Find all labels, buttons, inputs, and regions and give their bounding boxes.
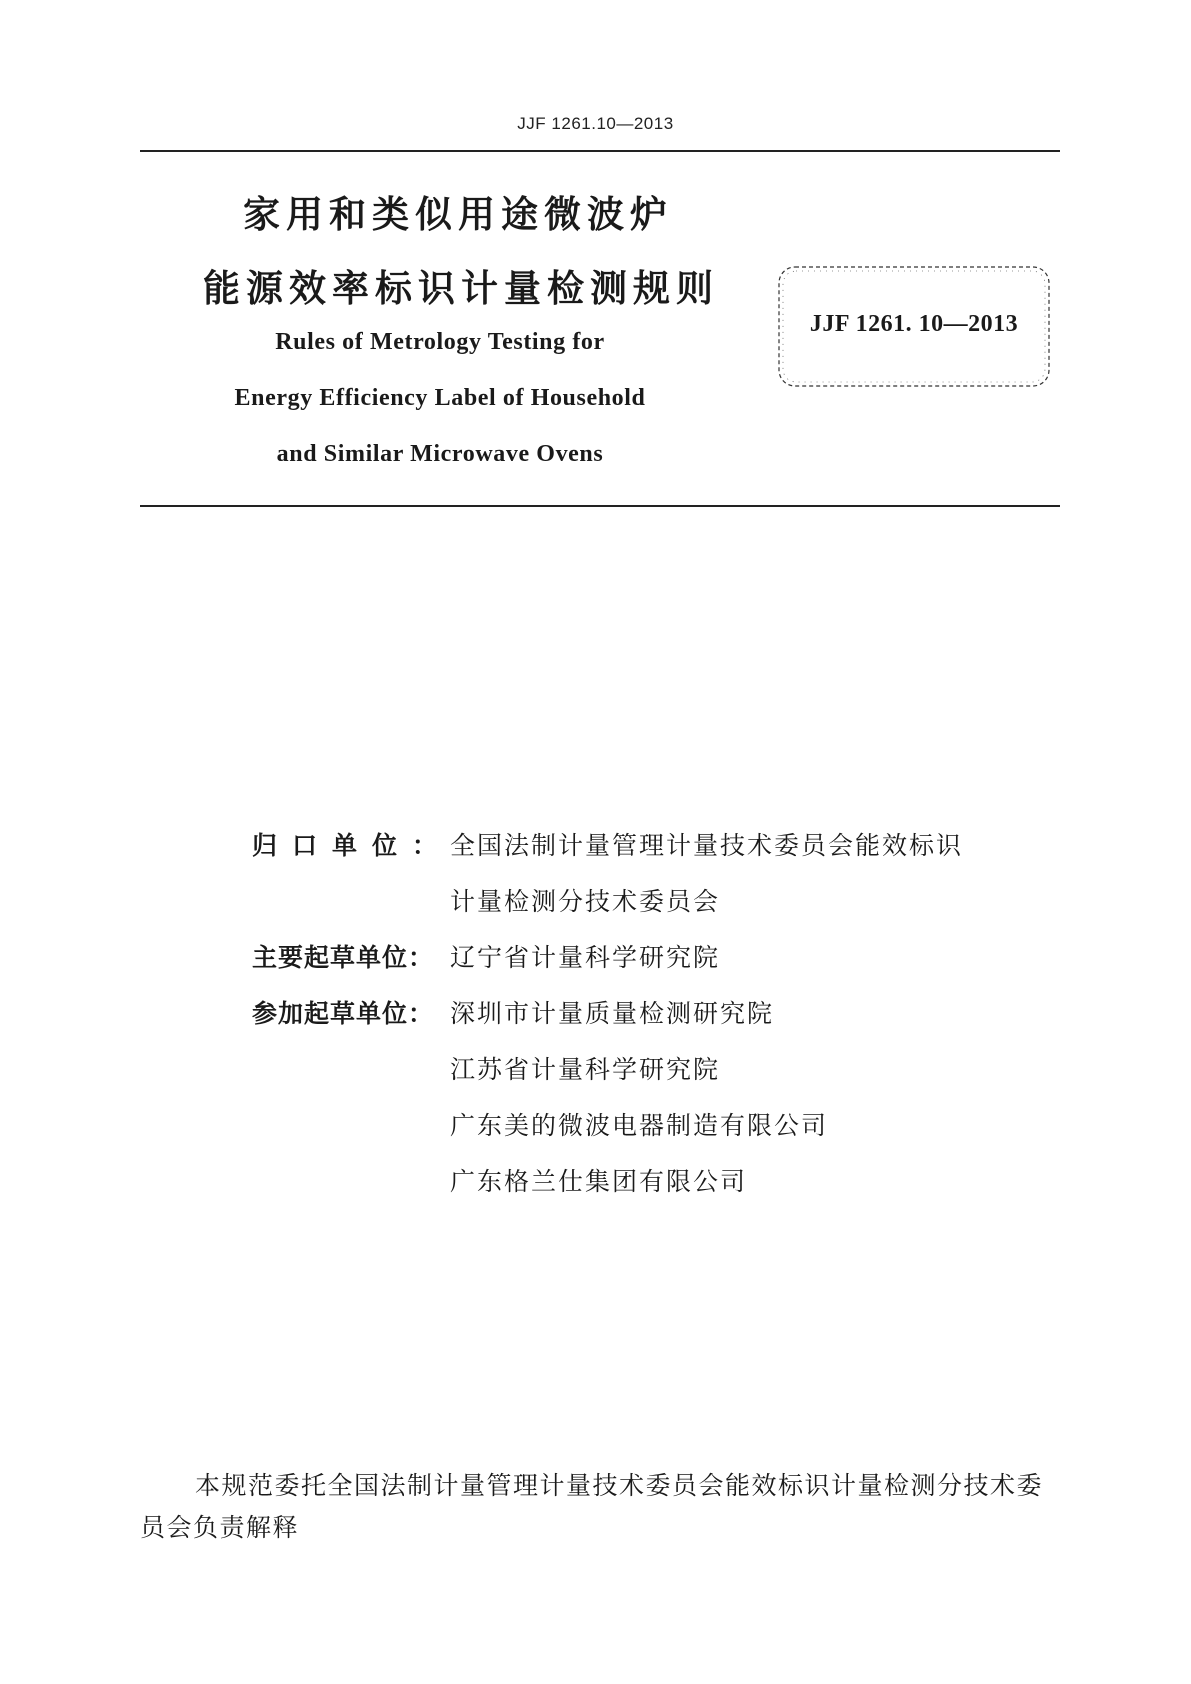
standard-code: JJF 1261. 10—2013 — [809, 311, 1019, 337]
title-en-line-3: and Similar Microwave Ovens — [276, 441, 604, 467]
participant-1: 深圳市计量质量检测研究院 — [450, 999, 775, 1028]
responsible-unit-label: 归口单位： — [252, 831, 453, 860]
standard-code-box — [776, 264, 1052, 389]
responsible-unit-line-2: 计量检测分技术委员会 — [450, 887, 721, 916]
bottom-rule — [140, 505, 1060, 507]
main-drafter-unit: 辽宁省计量科学研究院 — [450, 943, 721, 972]
participant-3: 广东美的微波电器制造有限公司 — [450, 1111, 829, 1140]
participating-drafters-label: 参加起草单位： — [252, 999, 435, 1028]
responsible-unit-line-1: 全国法制计量管理计量技术委员会能效标识 — [450, 831, 964, 860]
title-cn-line-2: 能源效率标识计量检测规则 — [203, 267, 719, 310]
interpretation-note: 本规范委托全国法制计量管理计量技术委员会能效标识计量检测分技术委员会负责解释 — [140, 1471, 1044, 1542]
main-drafter-label: 主要起草单位： — [252, 943, 435, 972]
title-en-line-1: Rules of Metrology Testing for — [275, 329, 605, 355]
header-standard-code: JJF 1261.10—2013 — [517, 114, 674, 133]
top-rule — [140, 150, 1060, 152]
title-cn-line-1: 家用和类似用途微波炉 — [243, 193, 673, 236]
participant-4: 广东格兰仕集团有限公司 — [450, 1167, 748, 1196]
participant-2: 江苏省计量科学研究院 — [450, 1055, 721, 1084]
title-en-line-2: Energy Efficiency Label of Household — [234, 385, 646, 411]
